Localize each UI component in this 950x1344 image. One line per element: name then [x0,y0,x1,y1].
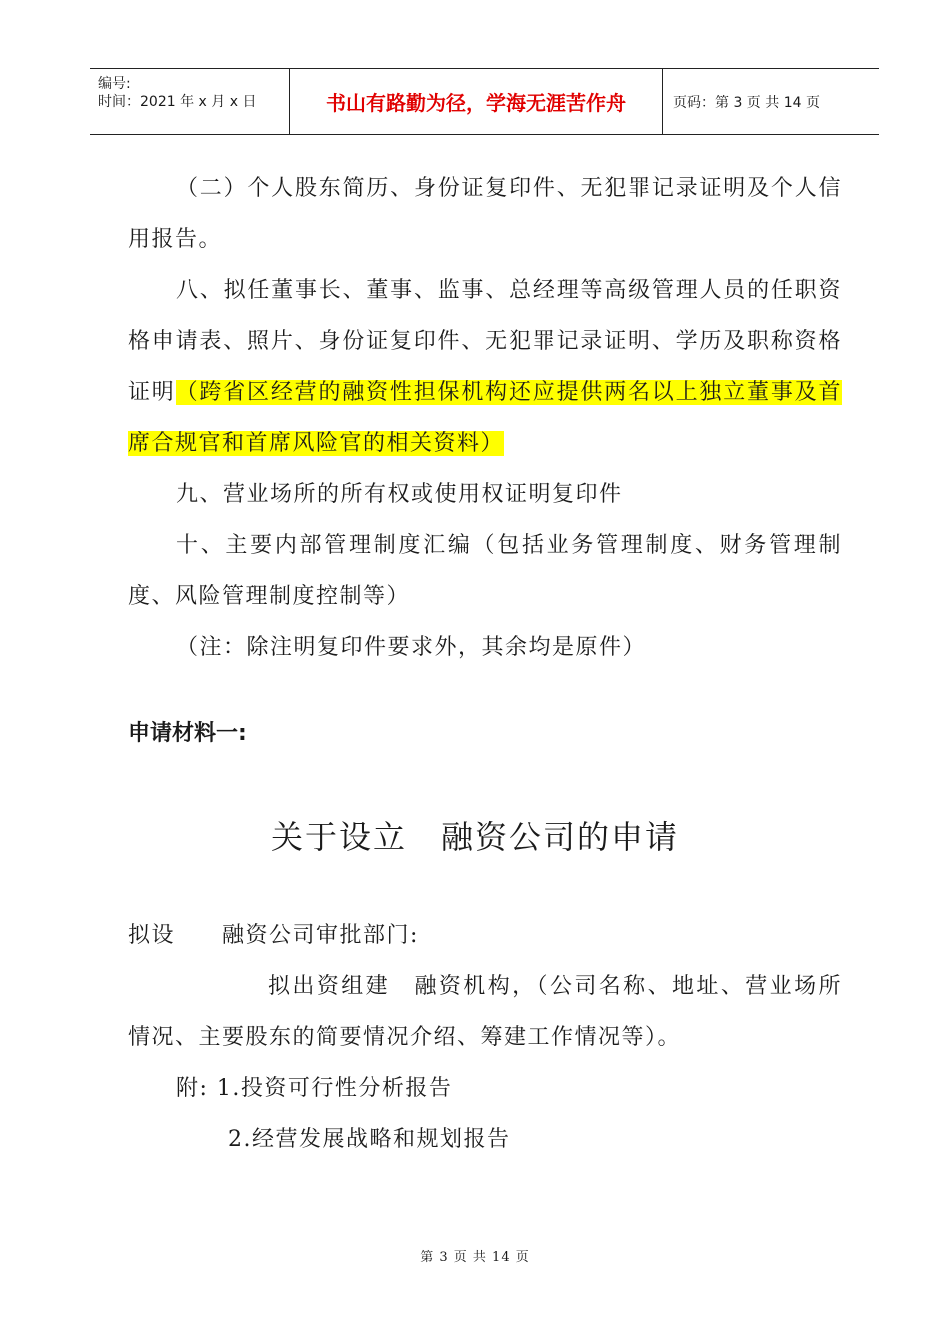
paragraph-management-rules: 十、主要内部管理制度汇编（包括业务管理制度、财务管理制度、风险管理制度控制等） [128,533,842,609]
attachment-1: 附: 1.投资可行性分析报告 [176,1076,453,1101]
number-label: 编号: [98,76,131,92]
document-title: 关于设立 融资公司的申请 [270,818,679,856]
paragraph-executives [128,265,842,469]
paragraph-premises: 九、营业场所的所有权或使用权证明复印件 [176,482,623,507]
executives-text: 八、拟任董事长、董事、监事、总经理等高级管理人员的任职资格申请表、照片、身份证复印件、无犯罪记录证明、学历及职称资格证明 [128,278,842,405]
time-label: 时间：2021 年 x 月 x 日 [98,94,257,110]
paragraph-note: （注：除注明复印件要求外，其余均是原件） [176,635,647,660]
page-footer: 第 3 页 共 14 页 [420,1250,530,1265]
header-page-number: 页码：第 3 页 共 14 页 [673,94,820,111]
paragraph-shareholder-docs: （二）个人股东简历、身份证复印件、无犯罪记录证明及个人信用报告。 [128,176,842,252]
header-meta [90,69,290,134]
page-header [90,68,879,135]
highlighted-note: （跨省区经营的融资性担保机构还应提供两名以上独立董事及首席合规官和首席风险官的相关资料） [128,380,842,456]
section-heading: 申请材料一: [128,721,247,746]
header-motto: 书山有路勤为径，学海无涯苦作舟 [290,69,663,134]
paragraph-application-body: 拟出资组建 融资机构，（公司名称、地址、营业场所情况、主要股东的简要情况介绍、筹建工作情况等）。 [128,974,842,1050]
addressee-line: 拟设 融资公司审批部门: [128,923,419,948]
attachment-2: 2.经营发展战略和规划报告 [228,1127,511,1152]
